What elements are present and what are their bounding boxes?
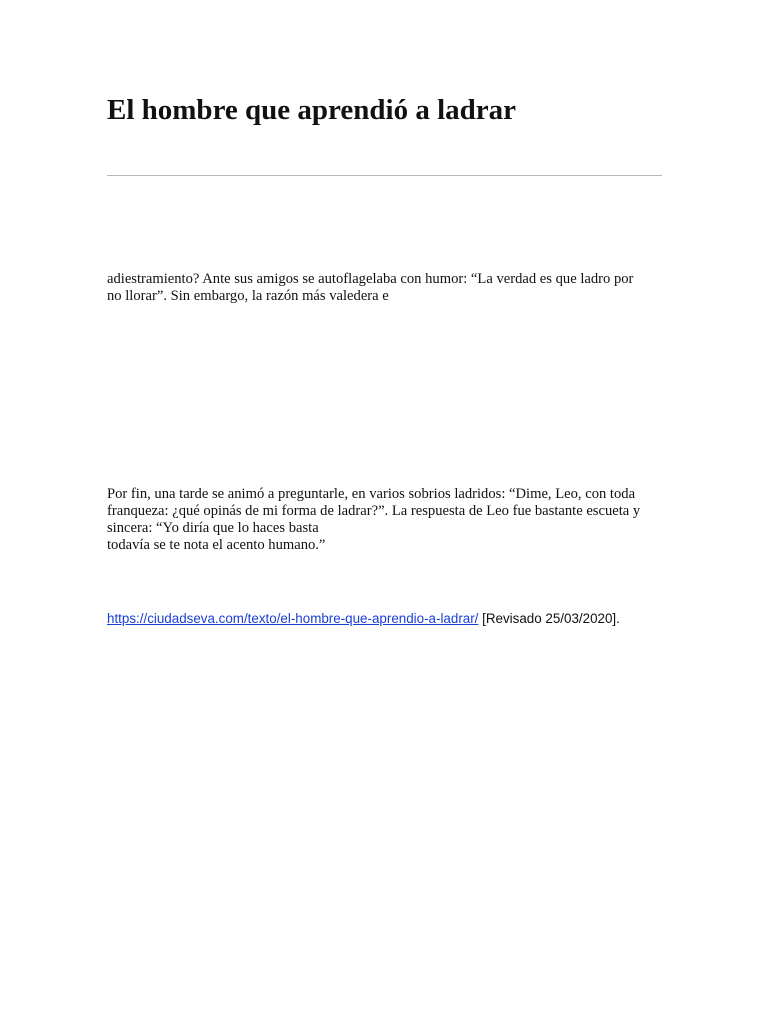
paragraph-line: todavía se te nota el acento humano.” bbox=[107, 537, 326, 553]
document-title: El hombre que aprendió a ladrar bbox=[107, 94, 517, 126]
paragraph-fragment-1 bbox=[107, 271, 667, 305]
paragraph-line: Por fin, una tarde se animó a preguntarle, en varios sobrios ladridos: “Dime, Leo, con toda bbox=[107, 486, 636, 502]
paragraph-line: sincera: “Yo diría que lo haces basta bbox=[107, 520, 319, 536]
paragraph-line: adiestramiento? Ante sus amigos se autoflagelaba con humor: “La verdad es que ladro por bbox=[107, 271, 634, 287]
paragraph-line: no llorar”. Sin embargo, la razón más valedera e bbox=[107, 288, 389, 304]
revised-note: [Revisado 25/03/2020]. bbox=[478, 611, 620, 626]
horizontal-rule bbox=[107, 175, 662, 176]
paragraph-fragment-2 bbox=[107, 486, 667, 554]
paragraph-line: franqueza: ¿qué opinás de mi forma de ladrar?”. La respuesta de Leo fue bastante escueta y bbox=[107, 503, 641, 519]
source-citation bbox=[107, 610, 620, 627]
source-link[interactable]: https://ciudadseva.com/texto/el-hombre-que-aprendio-a-ladrar/ bbox=[107, 611, 479, 626]
